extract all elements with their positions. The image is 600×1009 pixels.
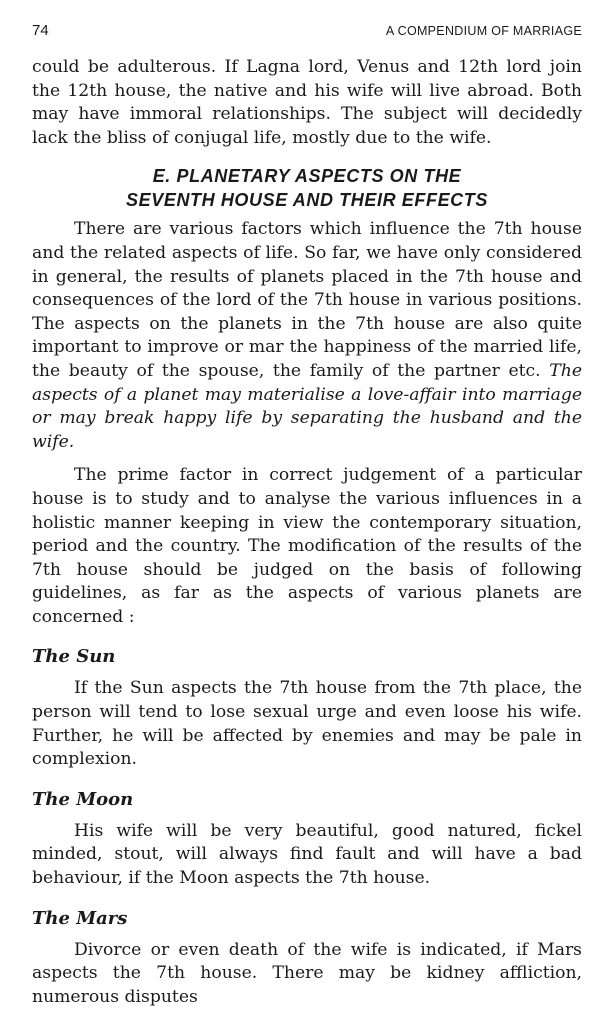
moon-paragraph: His wife will be very beautiful, good natured, fickel minded, stout, will always find fault and will have a bad behaviour, if the Moon aspects the 7th house. [32, 820, 582, 889]
section-heading-line-1: E. PLANETARY ASPECTS ON THE [152, 166, 462, 187]
moon-heading: The Moon [32, 788, 134, 810]
section-heading-line-2: SEVENTH HOUSE AND THEIR EFFECTS [126, 190, 488, 211]
paragraph-factors-text: There are various factors which influence the 7th house and the related aspects of life. So far, we have only considered in general, the results of planets placed in the 7th house and consequences of the lord of the 7th house in various positions. The aspects on the planets in the 7th house are also quite important to improve or mar the happiness of the married life, the beauty of the spouse, the family of the partner etc. [32, 219, 582, 381]
paragraph-factors [32, 218, 582, 454]
paragraph-factors-italic: The aspects of a planet may materialise a love-affair into marriage or may break happy life by separating the husband and the wife. [32, 360, 582, 452]
page-number: 74 [32, 22, 49, 39]
paragraph-prime-factor: The prime factor in correct judgement of a particular house is to study and to analyse the various influences in a holistic manner keeping in view the contemporary situation, period and the country. The modification of the results of the 7th house should be judged on the basis of following guidelines, as far as the aspects of various planets are concerned : [32, 465, 582, 627]
sun-paragraph: If the Sun aspects the 7th house from the 7th place, the person will tend to lose sexual urge and even loose his wife. Further, he will be affected by enemies and may be pale in complexion. [32, 678, 582, 770]
running-head [32, 22, 582, 44]
sun-heading: The Sun [32, 646, 116, 668]
book-page [32, 22, 582, 1009]
mars-heading: The Mars [32, 907, 128, 929]
section-heading [32, 164, 582, 212]
running-title: A COMPENDIUM OF MARRIAGE [385, 24, 582, 38]
mars-paragraph: Divorce or even death of the wife is indicated, if Mars aspects the 7th house. There may be kidney affliction, numerous disputes [32, 939, 582, 1007]
paragraph-continuation: could be adulterous. If Lagna lord, Venus and 12th lord join the 12th house, the native and his wife will live abroad. Both may have immoral relationships. The subject will decidedly lack the bliss of conjugal life, mostly due to the wife. [32, 57, 582, 148]
